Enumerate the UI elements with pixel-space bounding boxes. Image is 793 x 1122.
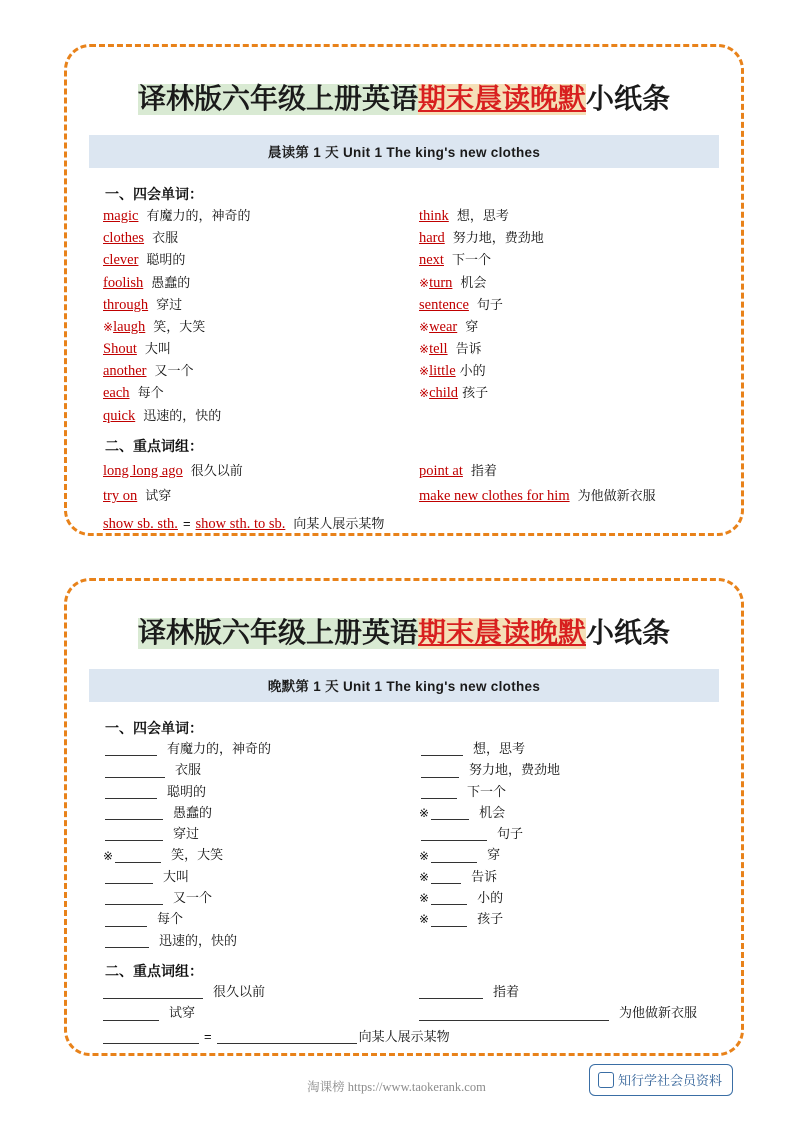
blanks-columns-bottom [103,742,707,955]
phrase-text-right: show sth. to sb. [195,515,286,532]
blank-row [103,848,405,862]
word-meaning: 衣服 [175,762,202,778]
answer-blank[interactable] [419,985,483,999]
phrase-meaning: 试穿 [169,1005,196,1021]
word-text: quick [103,407,136,424]
star-marker: ※ [419,319,430,334]
word-meaning: 下一个 [451,252,491,268]
phrase-text: make new clothes for him [419,488,570,505]
star-marker: ※ [419,806,430,820]
word-text: through [103,296,149,313]
footer-watermark: 淘课榜 https://www.taokerank.com [307,1080,486,1094]
word-row [103,208,405,225]
word-row [419,385,707,402]
word-meaning: 衣服 [152,230,179,246]
blank-phrases-columns [103,985,707,1028]
blank-phrase-row-full [103,1030,707,1044]
word-row [103,341,405,358]
answer-blank[interactable] [421,785,457,799]
blank-row [103,763,405,777]
section-heading-words-bottom: 一、四会单词： [105,720,203,736]
phrase-meaning: 向某人展示某物 [293,515,385,531]
blanks-column-right [405,742,707,955]
blank-row [419,742,707,756]
word-text: next [419,252,444,269]
answer-blank[interactable] [105,827,163,841]
word-row [419,319,707,336]
answer-blank[interactable] [421,742,463,756]
phrases-column-right [405,460,707,511]
word-row [419,363,707,380]
blank-row [419,848,707,862]
answer-blank[interactable] [105,806,163,820]
phrase-meaning: 很久以前 [190,462,243,478]
word-row [103,385,405,402]
word-text: hard [419,230,445,247]
star-marker: ※ [103,848,114,863]
answer-blank[interactable] [105,934,149,948]
blank-phrase-row [103,1006,405,1020]
word-meaning: 穿过 [156,296,183,312]
phrase-text-left: show sb. sth. [103,515,178,532]
star-marker: ※ [419,869,430,884]
title-part-3: 小纸条 [586,84,671,115]
word-meaning: 穿过 [173,826,200,842]
phrase-text: point at [419,462,463,479]
title-part-1: 译林版六年级上册英语 [137,84,418,115]
word-meaning: 孩子 [462,385,489,401]
phrase-meaning: 指着 [470,462,497,478]
blank-row [419,806,707,820]
word-meaning: 小的 [477,890,504,906]
word-meaning: 笑，大笑 [171,847,224,863]
word-meaning: 又一个 [173,890,213,906]
word-meaning: 又一个 [154,363,194,379]
word-text: each [103,385,130,402]
phrase-row [419,485,707,505]
answer-blank[interactable] [421,827,487,841]
title-part-2: 期末晨读晚默 [417,84,586,115]
card-bottom-body [67,702,741,1044]
word-text: magic [103,208,139,224]
phrase-row [419,460,707,480]
section-heading-phrases-top: 二、重点词组： [105,437,203,454]
word-text: clothes [103,230,145,247]
blank-row [103,891,405,905]
equals-sign: = [204,1028,212,1044]
word-meaning: 有魔力的，神奇的 [146,208,251,223]
blank-row [103,806,405,820]
card-top-body [67,168,741,533]
phrases-column-left [103,460,405,511]
word-meaning: 笑，大笑 [153,318,206,334]
blank-row [103,934,405,948]
member-badge [589,1064,733,1096]
phrases-columns-top [103,460,707,511]
blank-row [419,763,707,777]
blank-row [419,912,707,926]
answer-blank[interactable] [103,985,203,999]
word-row [103,297,405,314]
answer-blank[interactable] [105,913,147,927]
word-text: sentence [419,296,469,313]
blank-phrase-row [419,985,707,999]
phrase-row [103,485,405,505]
title-part-3: 小纸条 [586,618,671,649]
answer-blank[interactable] [421,764,459,778]
blank-phrase-row [419,1006,707,1020]
answer-blank[interactable] [105,870,153,884]
blank-row [419,785,707,799]
blank-phrase-row [103,985,405,999]
title-part-1: 译林版六年级上册英语 [137,618,418,649]
blank-row [103,912,405,926]
answer-blank[interactable] [431,849,477,863]
equals-sign: = [182,515,191,531]
page-title [67,77,741,117]
star-marker: ※ [419,386,430,401]
blank-row [419,827,707,841]
phrase-meaning: 为他做新衣服 [577,488,656,504]
word-text: clever [103,252,139,269]
word-text: child [429,385,459,402]
star-marker: ※ [419,891,430,906]
word-meaning: 大叫 [144,341,171,357]
blank-phrases-column-left [103,985,405,1028]
word-row [103,319,405,336]
word-meaning: 有魔力的，神奇的 [167,741,272,756]
badge-icon [598,1072,614,1088]
word-meaning: 聪明的 [146,252,186,268]
phrase-row-full [103,513,707,533]
answer-blank[interactable] [103,1007,159,1021]
word-meaning: 努力地，费劲地 [469,762,561,778]
subheader-bar-bottom: 晚默第 1 天 Unit 1 The king's new clothes [89,669,719,702]
section-heading-phrases-bottom: 二、重点词组： [105,962,203,979]
word-meaning: 机会 [460,274,487,290]
answer-blank[interactable] [431,891,467,905]
word-row [419,252,707,269]
words-columns-top [103,208,707,430]
word-row [103,363,405,380]
answer-blank[interactable] [115,849,161,863]
answer-blank-left[interactable] [103,1030,199,1044]
answer-blank[interactable] [431,870,461,884]
section-heading-words-top: 一、四会单词： [105,186,203,202]
blank-phrases-column-right [405,985,707,1028]
blank-row [103,785,405,799]
subheader-bar-top: 晨读第 1 天 Unit 1 The king's new clothes [89,135,719,168]
word-row [419,230,707,247]
word-meaning: 愚蠢的 [173,804,213,820]
word-meaning: 告诉 [471,868,498,884]
answer-blank[interactable] [105,764,165,778]
word-row [419,341,707,358]
words-column-right [405,208,707,430]
word-meaning: 下一个 [467,783,507,799]
answer-blank-right[interactable] [217,1030,357,1044]
word-meaning: 穿 [465,318,479,334]
word-row [103,230,405,247]
phrase-text: try on [103,488,138,505]
answer-blank[interactable] [105,891,163,905]
star-marker: ※ [103,319,114,334]
word-row [419,208,707,225]
word-row [419,297,707,314]
phrase-meaning: 指着 [493,983,520,999]
word-meaning: 聪明的 [167,783,207,799]
answer-blank[interactable] [105,785,157,799]
phrase-meaning: 试穿 [145,488,172,504]
card-evening-dictation [64,578,744,1056]
word-meaning: 迅速的，快的 [159,932,238,948]
phrase-meaning: 向某人展示某物 [358,1028,450,1044]
word-meaning: 句子 [497,826,524,842]
word-meaning: 穿 [487,847,501,863]
answer-blank[interactable] [431,806,469,820]
word-text: foolish [103,274,144,291]
word-text: tell [429,341,448,358]
answer-blank[interactable] [431,913,467,927]
word-row [103,275,405,292]
word-row [419,275,707,292]
blank-row [419,870,707,884]
page-title-2 [67,611,741,651]
word-meaning: 句子 [476,296,503,312]
word-row [103,408,405,425]
word-text: little [429,363,456,380]
blank-row [419,891,707,905]
word-text: another [103,363,147,380]
blank-row [103,870,405,884]
star-marker: ※ [419,848,430,863]
word-text: wear [429,318,458,335]
word-meaning: 大叫 [163,868,190,884]
word-meaning: 想，思考 [456,208,509,223]
blank-row [103,742,405,756]
answer-blank[interactable] [419,1007,609,1021]
word-text: Shout [103,341,137,358]
phrase-meaning: 为他做新衣服 [619,1005,698,1021]
star-marker: ※ [419,912,430,927]
star-marker: ※ [419,342,430,357]
word-row [103,252,405,269]
word-meaning: 小的 [459,363,486,379]
phrase-row [103,460,405,480]
word-text: think [419,208,449,224]
star-marker: ※ [419,364,430,379]
title-part-2: 期末晨读晚默 [417,618,586,649]
blank-row [103,827,405,841]
blanks-column-left [103,742,405,955]
word-meaning: 孩子 [477,911,504,927]
word-meaning: 想，思考 [473,741,526,756]
word-meaning: 机会 [479,804,506,820]
word-text: laugh [113,318,146,335]
word-meaning: 努力地，费劲地 [452,230,544,246]
star-marker: ※ [419,275,430,290]
words-column-left [103,208,405,430]
answer-blank[interactable] [105,742,157,756]
word-meaning: 每个 [137,385,164,401]
word-meaning: 告诉 [455,341,482,357]
badge-label: 知行学社会员资料 [617,1073,722,1088]
card-morning-reading [64,44,744,536]
word-meaning: 每个 [157,911,184,927]
word-meaning: 迅速的，快的 [143,407,222,423]
word-text: turn [429,274,453,291]
phrase-meaning: 很久以前 [213,983,266,999]
phrase-text: long long ago [103,462,183,479]
word-meaning: 愚蠢的 [151,274,191,290]
